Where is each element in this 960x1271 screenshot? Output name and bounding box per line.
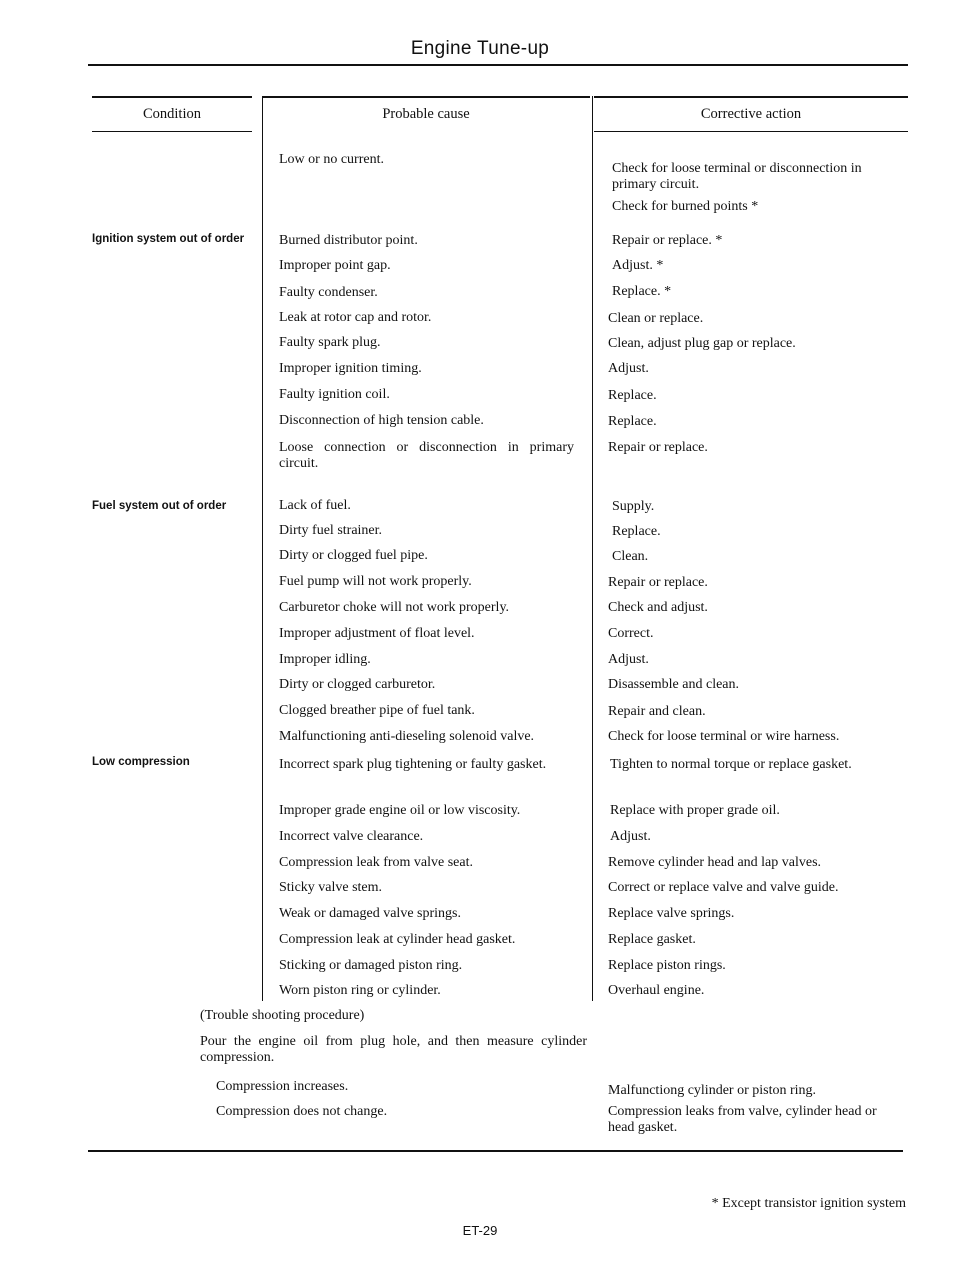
procedure-meaning-increase: Malfunctiong cylinder or piston ring. (608, 1083, 817, 1098)
procedure-meaning-no-change: Compression leaks from valve, cylinder head or head gasket. (608, 1104, 877, 1135)
cause-2: Improper point gap. (279, 258, 391, 273)
action-12: Replace. (612, 524, 661, 539)
action-29: Overhaul engine. (608, 983, 705, 998)
action-20: Check for loose terminal or wire harness. (608, 729, 840, 744)
cause-26: Compression leak at cylinder head gasket. (279, 932, 516, 947)
cause-23: Compression leak from valve seat. (279, 855, 474, 870)
action-4: Replace. * (612, 284, 672, 299)
cause-15: Improper adjustment of float level. (279, 626, 475, 641)
action-5: Clean or replace. (608, 311, 704, 326)
cause-27: Sticking or damaged piston ring. (279, 958, 463, 973)
cause-10: Lack of fuel. (279, 498, 351, 513)
condition-fuel: Fuel system out of order (92, 500, 227, 512)
page-number: ET-29 (462, 1223, 498, 1238)
procedure-instruction: Pour the engine oil from plug hole, and then measure cylinder compression. (200, 1034, 587, 1065)
cause-22: Incorrect valve clearance. (279, 829, 424, 844)
action-2: Repair or replace. * (612, 233, 723, 248)
footnote: * Except transistor ignition system (711, 1196, 906, 1211)
cause-28: Worn piston ring or cylinder. (279, 983, 441, 998)
cause-8: Disconnection of high tension cable. (279, 413, 484, 428)
action-24: Remove cylinder head and lap valves. (608, 855, 822, 870)
cause-11: Dirty fuel strainer. (279, 523, 383, 538)
action-17: Adjust. (608, 652, 649, 667)
column-divider-right (592, 96, 593, 1001)
action-28: Replace piston rings. (608, 958, 726, 973)
cause-5: Faulty spark plug. (279, 335, 381, 350)
bottom-rule (88, 1150, 903, 1152)
header-rule-action (594, 96, 908, 98)
cause-24: Sticky valve stem. (279, 880, 383, 895)
subheader-rule-action (594, 131, 908, 132)
page-title: Engine Tune-up (410, 38, 550, 59)
header-condition: Condition (142, 106, 201, 122)
cause-6: Improper ignition timing. (279, 361, 422, 376)
header-rule-condition (92, 96, 252, 98)
action-25: Correct or replace valve and valve guide. (608, 880, 839, 895)
action-27: Replace gasket. (608, 932, 696, 947)
header-cause: Probable cause (382, 106, 470, 122)
action-15: Check and adjust. (608, 600, 708, 615)
action-23: Adjust. (610, 829, 651, 844)
header-rule-cause (262, 96, 590, 98)
cause-13: Fuel pump will not work properly. (279, 574, 472, 589)
cause-19: Malfunctioning anti-dieseling solenoid valve. (279, 729, 535, 744)
cause-18: Clogged breather pipe of fuel tank. (279, 703, 475, 718)
procedure-result-no-change: Compression does not change. (216, 1104, 388, 1119)
action-22: Replace with proper grade oil. (610, 803, 780, 818)
condition-low-compression: Low compression (92, 756, 190, 768)
cause-25: Weak or damaged valve springs. (279, 906, 461, 921)
action-13: Clean. (612, 549, 649, 564)
action-8: Replace. (608, 388, 657, 403)
procedure-heading: (Trouble shooting procedure) (200, 1008, 365, 1023)
column-divider-left (262, 96, 263, 1001)
action-26: Replace valve springs. (608, 906, 735, 921)
action-7: Adjust. (608, 361, 649, 376)
cause-17: Dirty or clogged carburetor. (279, 677, 436, 692)
procedure-result-increase: Compression increases. (216, 1079, 349, 1094)
action-16: Correct. (608, 626, 654, 641)
action-21: Tighten to normal torque or replace gasket. (610, 757, 852, 772)
action-11: Supply. (612, 499, 655, 514)
cause-4: Leak at rotor cap and rotor. (279, 310, 432, 325)
cause-0: Low or no current. (279, 152, 384, 167)
action-0: Check for loose terminal or disconnection in primary circuit. (612, 161, 862, 192)
cause-14: Carburetor choke will not work properly. (279, 600, 510, 615)
subheader-rule-condition (92, 131, 252, 132)
action-19: Repair and clean. (608, 704, 706, 719)
cause-9: Loose connection or disconnection in primary circuit. (279, 440, 574, 471)
action-6: Clean, adjust plug gap or replace. (608, 336, 796, 351)
action-9: Replace. (608, 414, 657, 429)
action-3: Adjust. * (612, 258, 664, 273)
cause-3: Faulty condenser. (279, 285, 378, 300)
cause-20: Incorrect spark plug tightening or faulty gasket. (279, 757, 547, 772)
action-10: Repair or replace. (608, 440, 708, 455)
condition-ignition: Ignition system out of order (92, 233, 245, 245)
top-rule (88, 64, 908, 66)
cause-1: Burned distributor point. (279, 233, 418, 248)
cause-7: Faulty ignition coil. (279, 387, 390, 402)
cause-12: Dirty or clogged fuel pipe. (279, 548, 428, 563)
cause-16: Improper idling. (279, 652, 371, 667)
header-action: Corrective action (700, 106, 802, 122)
cause-21: Improper grade engine oil or low viscosity. (279, 803, 521, 818)
action-14: Repair or replace. (608, 575, 708, 590)
action-1: Check for burned points * (612, 199, 759, 214)
action-18: Disassemble and clean. (608, 677, 740, 692)
